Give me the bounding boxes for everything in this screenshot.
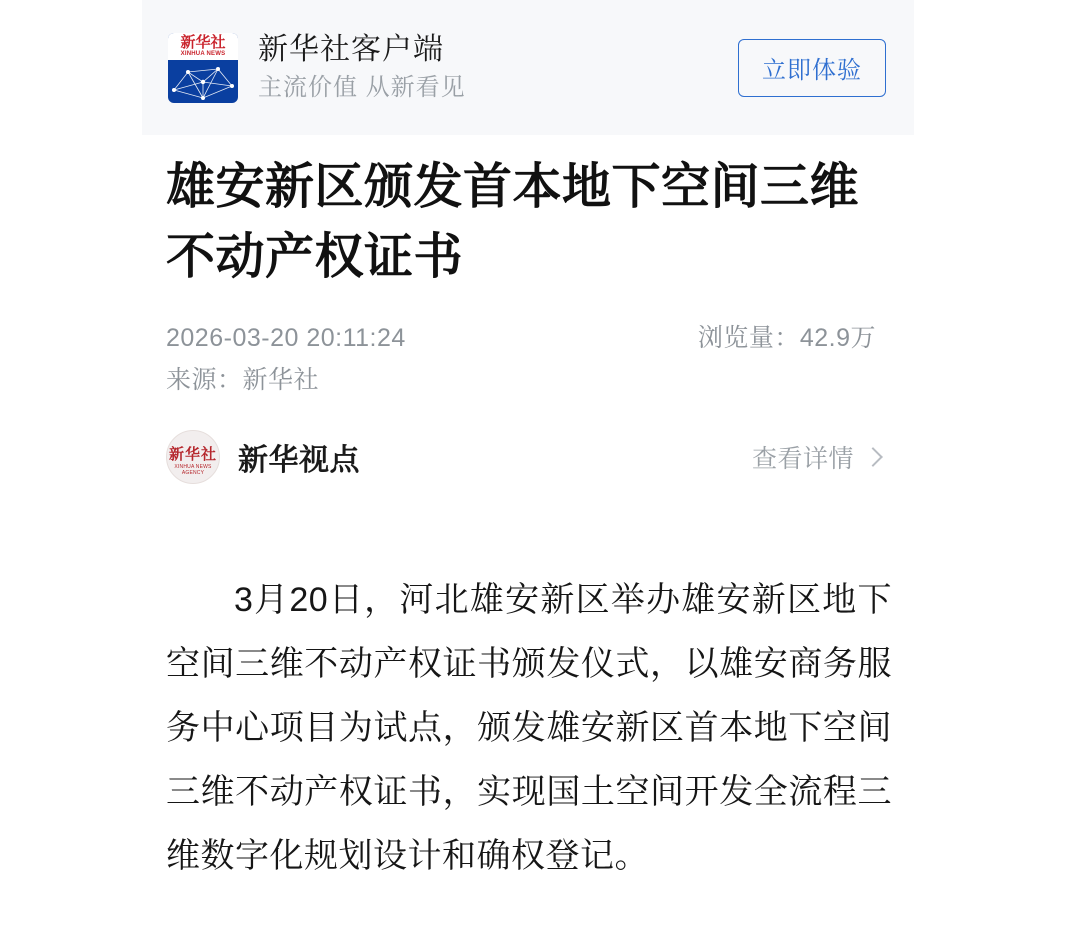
app-promo-text bbox=[258, 31, 738, 105]
view-count-value: 42.9万 bbox=[799, 324, 876, 352]
article-meta-row bbox=[166, 318, 876, 354]
article-body-paragraph: 3月20日，河北雄安新区举办雄安新区地下空间三维不动产权证书颁发仪式，以雄安商务服务中心项目为试点，颁发雄安新区首本地下空间三维不动产权证书，实现国土空间开发全流程三维数字化规划设计和确权登记。 bbox=[166, 581, 892, 875]
source-label: 来源： bbox=[166, 366, 243, 394]
publisher-account-row[interactable] bbox=[166, 430, 880, 484]
app-logo-wordmark bbox=[168, 33, 238, 60]
publish-timestamp: 2026-03-20 20:11:24 bbox=[166, 324, 406, 352]
chevron-right-icon bbox=[863, 447, 883, 467]
view-details-label: 查看详情 bbox=[751, 445, 854, 473]
page-title: 雄安新区颁发首本地下空间三维不动产权证书 bbox=[166, 160, 860, 284]
avatar-english-text: XINHUA NEWS AGENCY bbox=[174, 464, 212, 476]
app-promo-title: 新华社客户端 bbox=[258, 32, 444, 66]
view-count-label: 浏览量： bbox=[697, 324, 800, 352]
view-count bbox=[698, 318, 876, 354]
publisher-name: 新华视点 bbox=[238, 444, 360, 477]
app-promo-subtitle: 主流价值 从新看见 bbox=[258, 73, 466, 101]
article-source bbox=[166, 360, 892, 396]
network-globe-icon bbox=[168, 60, 238, 103]
view-details-link[interactable] bbox=[752, 439, 880, 475]
app-logo-chinese-text: 新华社 bbox=[180, 33, 226, 51]
app-logo-english-text: XINHUA NEWS bbox=[180, 50, 226, 57]
avatar-chinese-text: 新华社 bbox=[168, 447, 217, 463]
app-promo-banner[interactable] bbox=[142, 0, 914, 135]
article-container bbox=[166, 152, 892, 922]
avatar bbox=[166, 430, 220, 484]
open-app-button[interactable]: 立即体验 bbox=[738, 39, 886, 97]
xinhua-app-logo bbox=[168, 33, 238, 103]
source-value: 新华社 bbox=[242, 366, 320, 394]
